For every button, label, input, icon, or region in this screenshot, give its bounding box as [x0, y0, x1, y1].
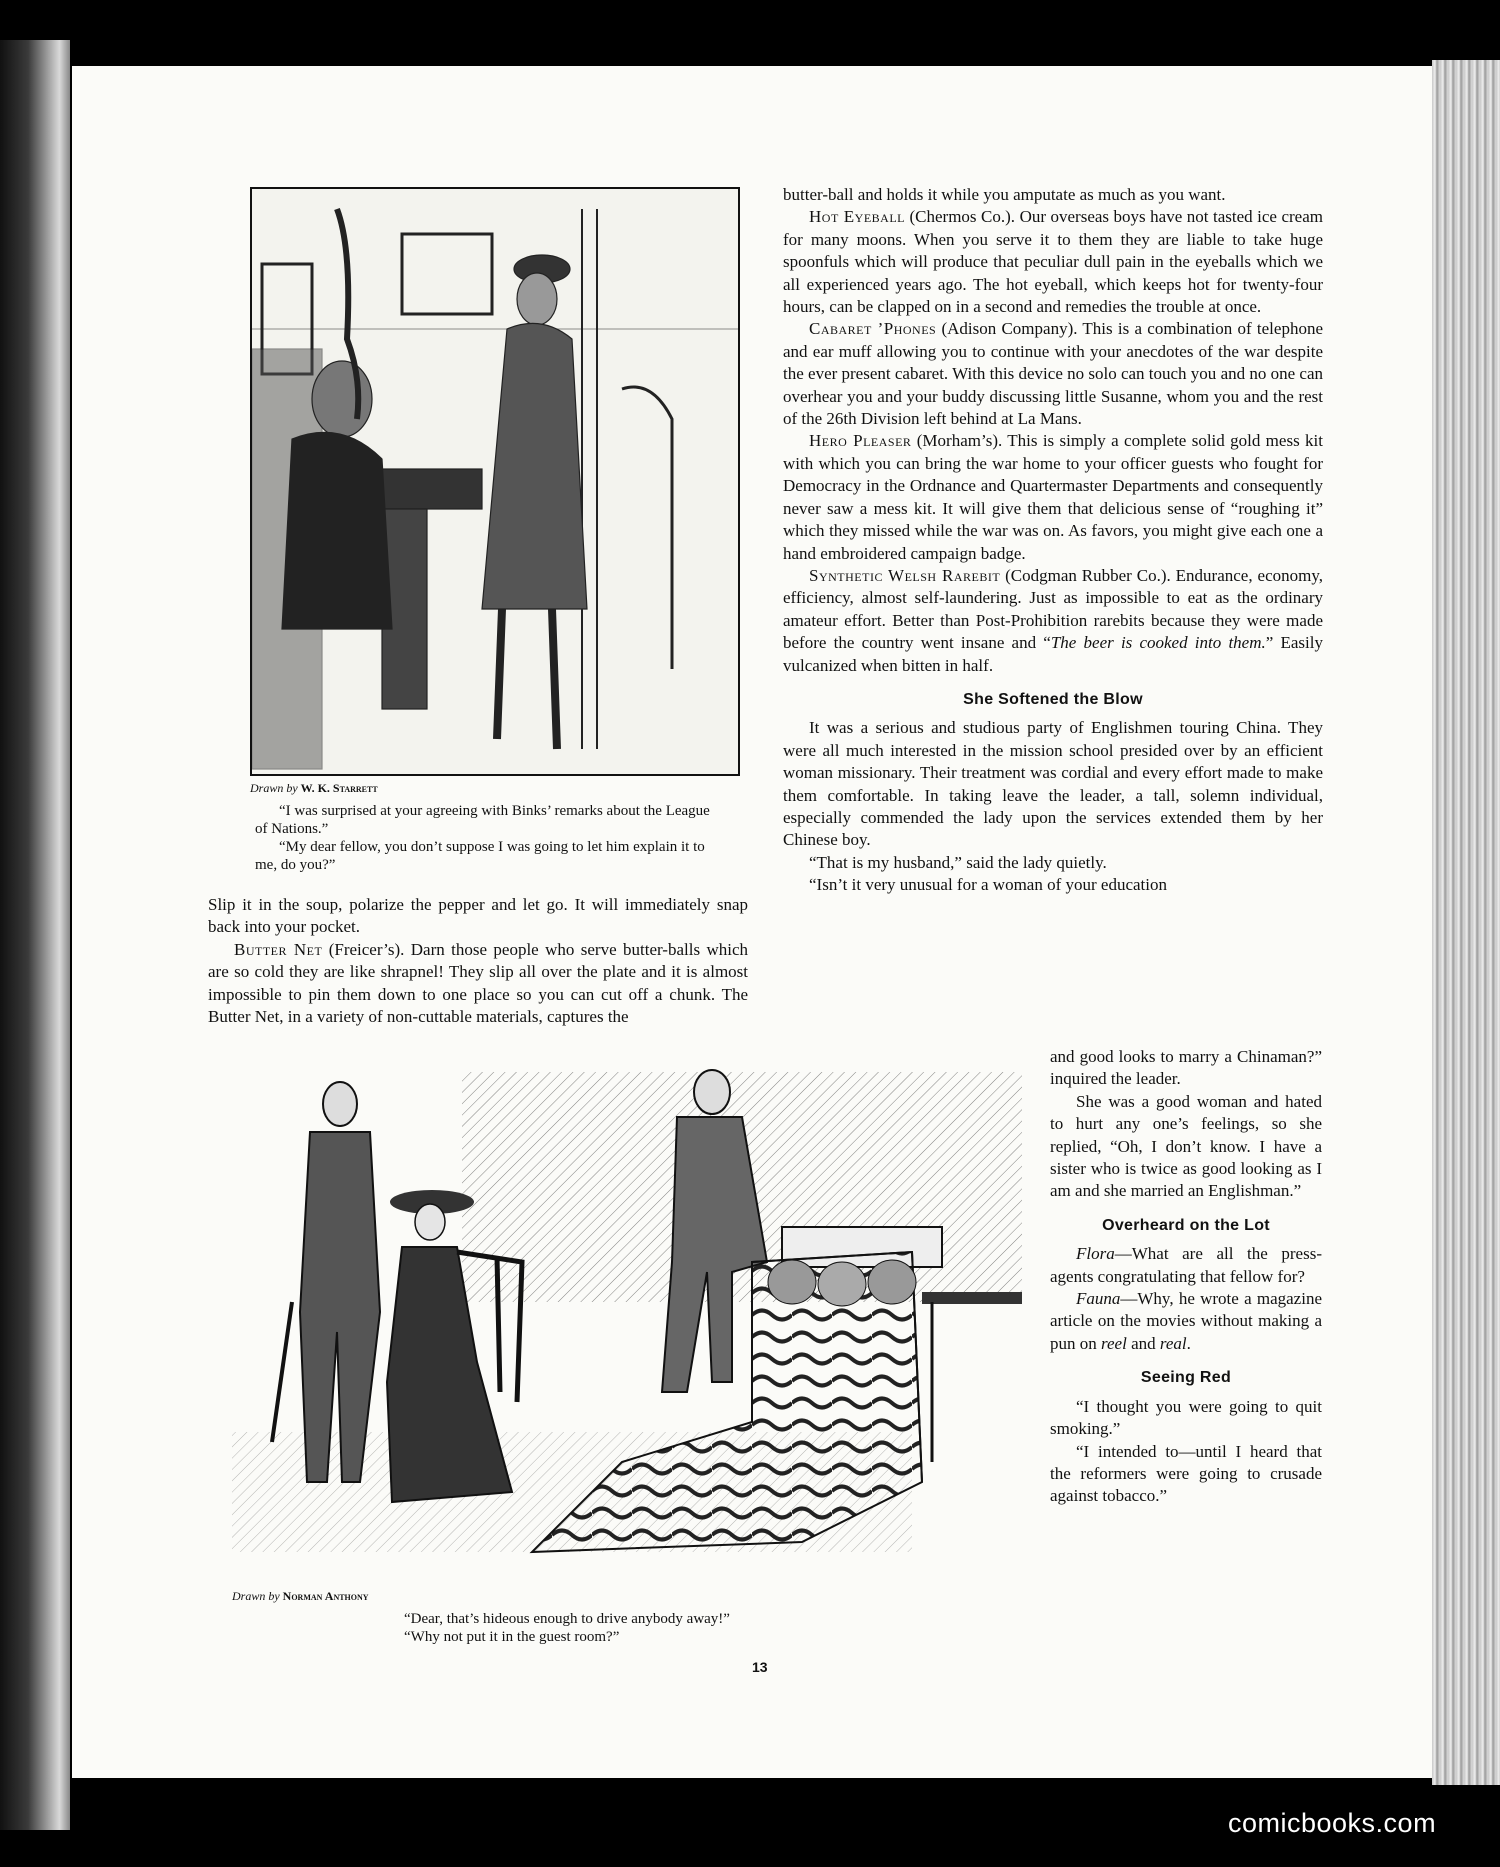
- paragraph: Slip it in the soup, polarize the pepper and let go. It will immediately snap back into your pocket.: [208, 895, 748, 937]
- item-heading: Hero Pleaser: [809, 431, 912, 451]
- top-illustration-caption: [255, 802, 710, 874]
- page-edges: [1432, 60, 1500, 1785]
- top-illustration: [250, 187, 740, 776]
- caption-line: “Why not put it in the guest room?”: [404, 1629, 620, 1645]
- paragraph: “I thought you were going to quit smoking.”: [1050, 1396, 1322, 1439]
- paragraph: Synthetic Welsh Rarebit (Codgman Rubber Co.). Endurance, economy, efficiency, almost self-laundering. Just as impossible to eat as the ordinary amateur effort. Better than Post-Prohibition rarebits because they were made before the country went insane and “The beer is cooked into them.” Easily vulcanized when bitten in half.: [783, 565, 1323, 675]
- caption-line: “Dear, that’s hideous enough to drive anybody away!”: [404, 1611, 730, 1627]
- paragraph: Butter Net (Freicer’s). Darn those people who serve butter-balls which are so cold they are like shrapnel! They slip all over the plate and it is almost impossible to pin them down to one place so you can cut off a chunk. The Butter Net, in a variety of non-cuttable materials, captures the: [208, 939, 749, 1027]
- right-column-text: [783, 184, 1323, 897]
- paragraph: “That is my husband,” said the lady quietly.: [809, 852, 1107, 872]
- paragraph: Hero Pleaser (Morham’s). This is simply a complete solid gold mess kit with which you can bring the war home to your officer guests who fought for Democracy in the Ordnance and Quartermaster Departments and consequently never saw a mess kit. It will give them that delicious sense of “roughing it” which they missed while the war was on. As favors, you might give each one a hand embroidered campaign badge.: [783, 431, 1323, 563]
- item-heading: Cabaret ’Phones: [809, 319, 937, 339]
- caption-line: “I was surprised at your agreeing with Binks’ remarks about the League of Nations.”: [255, 803, 710, 837]
- paragraph: “I intended to—until I heard that the reformers were going to crusade against tobacco.”: [1050, 1441, 1322, 1506]
- book-spine: [0, 40, 70, 1830]
- paragraph: Fauna—Why, he wrote a magazine article on the movies without making a pun on reel and real.: [1050, 1289, 1322, 1353]
- paragraph: She was a good woman and hated to hurt any one’s feelings, so she replied, “Oh, I don’t know. I have a sister who is twice as good looking as I am and she married an Englishman.”: [1050, 1091, 1322, 1201]
- paragraph: Flora—What are all the press-agents congratulating that fellow for?: [1050, 1244, 1322, 1286]
- paragraph: butter-ball and holds it while you amputate as much as you want.: [783, 185, 1226, 204]
- top-illustration-credit: Drawn by W. K. Starrett: [250, 781, 378, 795]
- section-title: Seeing Red: [1140, 1369, 1232, 1387]
- paragraph: Cabaret ’Phones (Adison Company). This is a combination of telephone and ear muff allowing you to continue with your anecdotes of the war despite the ever present cabaret. With this device no solo can touch you and no one can overhear you and your buddy discussing little Susanne, whom you and the rest of the 26th Division left behind at La Mans.: [783, 319, 1323, 429]
- paragraph: It was a serious and studious party of Englishmen touring China. They were all much interested in the mission school presided over by an efficient woman missionary. Their treatment was cordial and every effort made to make them comfortable. In taking leave the leader, a tall, solemn individual, especially commended the lady upon the services extended them by her Chinese boy.: [783, 718, 1323, 850]
- bottom-illustration-credit: Drawn by Norman Anthony: [232, 1589, 369, 1603]
- bottom-illustration: [232, 1062, 1032, 1582]
- site-watermark: comicbooks.com: [1228, 1808, 1437, 1838]
- item-heading: Hot Eyeball: [809, 207, 905, 227]
- item-heading: Synthetic Welsh Rarebit: [809, 565, 1001, 585]
- section-title: Overheard on the Lot: [1102, 1216, 1270, 1234]
- drawing-couple-and-rug-salesman: [232, 1062, 1032, 1582]
- paragraph: “Isn’t it very unusual for a woman of your education: [809, 875, 1168, 895]
- narrow-column-text: [1050, 1046, 1322, 1508]
- left-column-text: [208, 894, 748, 1028]
- paragraph: Hot Eyeball (Chermos Co.). Our overseas boys have not tasted ice cream for many moons. When you serve it to them they are liable to take huge spoonfuls which will produce that peculiar dull pain in the eyeballs which we all experienced years ago. The hot eyeball, which keeps hot for twenty-four hours, can be clapped on in a second and remedies the trouble at once.: [783, 207, 1324, 317]
- bottom-illustration-caption: [380, 1610, 900, 1646]
- section-title: She Softened the Blow: [963, 690, 1143, 708]
- paragraph: and good looks to marry a Chinaman?” inquired the leader.: [1050, 1047, 1322, 1089]
- caption-line: “My dear fellow, you don’t suppose I was going to let him explain it to me, do you?”: [255, 839, 705, 873]
- drawing-men-at-table: [252, 189, 738, 774]
- item-heading: Butter Net: [234, 939, 323, 959]
- page-number: 13: [752, 1659, 768, 1675]
